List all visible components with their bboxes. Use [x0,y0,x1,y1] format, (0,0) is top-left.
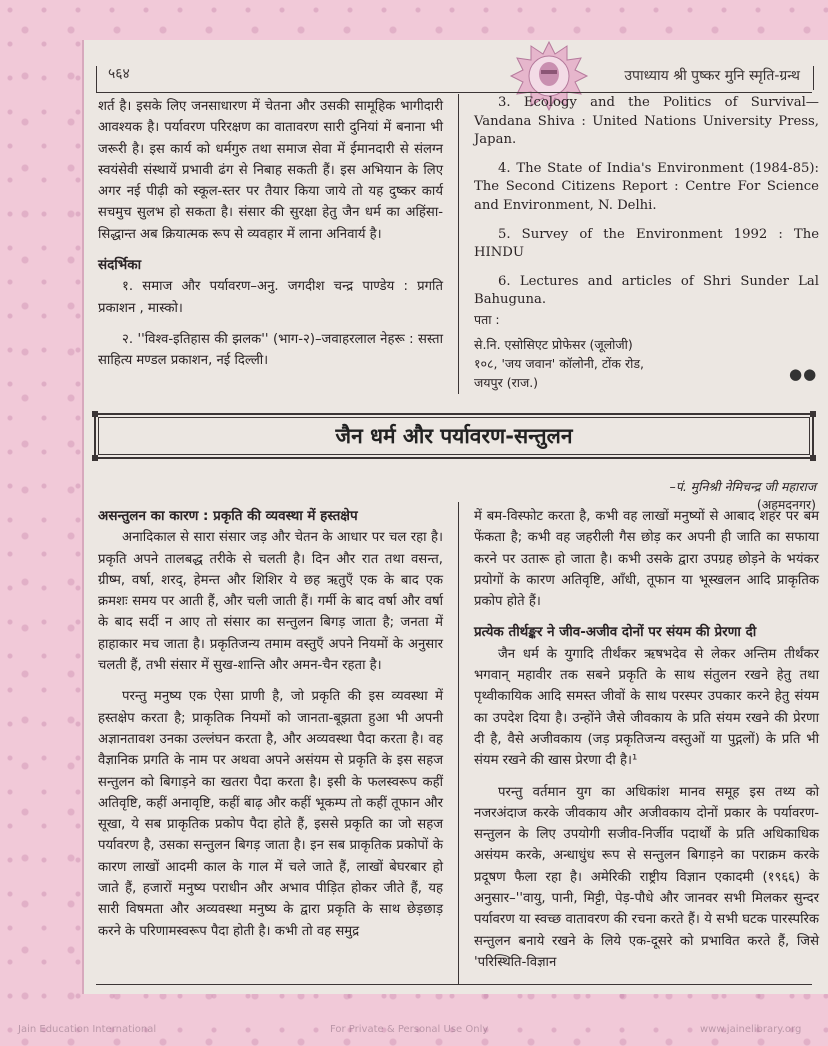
book-page [82,40,828,994]
reference-item: 6. Lectures and articles of Shri Sunder Lal Bahuguna. [474,273,819,308]
footer-rule [96,984,812,985]
header-left-bar [96,66,97,92]
column-divider [458,94,459,394]
address-line: से.नि. एसोसिएट प्रोफेसर (जूलोजी) [474,336,633,352]
reference-item: १. समाज और पर्यावरण–अनु. जगदीश चन्द्र पाण्डेय : प्रगति प्रकाशन , मास्को। [98,279,443,316]
reference-item: 3. Ecology and the Politics of Survival— Vandana Shiva : United Nations University Press, Japan. [474,95,819,148]
page-number: ५६४ [108,66,130,82]
corner-ornament [810,455,816,461]
top-right-column [474,94,819,392]
watermark-left: Jain Education International [18,1024,157,1035]
reference-item: २. ''विश्व-इतिहास की झलक'' (भाग-२)–जवाहरलाल नेहरू : सस्ता साहित्य मण्डल प्रकाशन, नई दिल्ली। [98,331,443,369]
top-left-column [98,96,443,372]
watermark-right: www.jainelibrary.org [700,1024,802,1035]
section-heading: प्रत्येक तीर्थङ्कर ने जीव-अजीव दोनों पर संयम की प्रेरणा दी [474,624,757,641]
watermark-center: For Private & Personal Use Only [330,1024,489,1035]
author-name: –पं. मुनिश्री नेमिचन्द्र जी महाराज [669,479,816,494]
body-paragraph: परन्तु वर्तमान युग का अधिकांश मानव समूह इस तथ्य को नजरअंदाज करके जीवकाय और अजीवकाय दोनों प्रकार के पर्यावरण-सन्तुलन के लिए उपयोगी सजीव-निर्जीव पदार्थों के प्रति अधिकाधिक असंयम करके, अन्धाधुंध रूप से सन्तुलन बिगाड़ने का पराक्रम करके प्रदूषण फैला रहा है। अमेरिकी राष्ट्रीय विज्ञान एकादमी (१९६६) के अनुसार–''वायु, पानी, मिट्टी, पेड़-पौधे और जानवर सभी मिलकर सुन्दर पर्यावरण या स्वच्छ वातावरण की रचना करते हैं। ये सभी घटक पारस्परिक सन्तुलन बनाये रखने के लिये एक-दूसरे को प्रभावित करते हैं, जिसे 'परिस्थिति-विज्ञान [474,784,819,970]
article-right-column [474,506,819,973]
corner-ornament [92,455,98,461]
reference-item: 4. The State of India's Environment (1984-85): The Second Citizens Report : Centre For Science and Environment, N. Delhi. [474,160,819,213]
article-title-box [94,413,814,459]
address-label: पता : [474,311,500,327]
section-heading: असन्तुलन का कारण : प्रकृति की व्यवस्था में हस्तक्षेप [98,508,358,524]
address-line: १०८, 'जय जवान' कॉलोनी, टोंक रोड, [474,355,644,371]
article-left-column [98,506,443,942]
running-title: उपाध्याय श्री पुष्कर मुनि स्मृति-ग्रन्थ [624,68,800,84]
column-divider [458,502,459,984]
body-paragraph: जैन धर्म के युगादि तीर्थंकर ऋषभदेव से लेकर अन्तिम तीर्थंकर भगवान् महावीर तक सबने प्रकृति के साथ संतुलन रखने हेतु तथा पृथ्वीकायिक आदि समस्त जीवों के साथ परस्पर उपकार करने हेतु संयम का उपदेश दिया है। उन्होंने जैसे जीवकाय के प्रति संयम रखने की प्रेरणा दी है, वैसे अजीवकाय (जड़ प्रकृतिजन्य वस्तुओं या पुद्गलों) के प्रति भी संयम रखने की खास प्रेरणा दी है।¹ [474,646,819,769]
header-right-bar [813,66,814,90]
body-paragraph: परन्तु मनुष्य एक ऐसा प्राणी है, जो प्रकृति की इस व्यवस्था में हस्तक्षेप करता है; प्राकृतिक नियमों को जानता-बूझता हुआ भी अपनी अज्ञानतावश उनका उल्लंघन करता है, और अव्यवस्था पैदा करता है। वह वैज्ञानिक प्रगति के नाम पर अथवा अपने असंयम से प्रकृति के इस सहज सन्तुलन को बिगाड़ने का खतरा पैदा करता है। इसी के फलस्वरूप कहीं अतिवृष्टि, कहीं अनावृष्टि, कहीं बाढ़ और कहीं भूकम्प तो कहीं तूफान और सूखा, ये सब प्राकृतिक प्रकोप पैदा होते हैं, इससे प्रकृति का जो सहज पर्यावरण है, उसका सन्तुलन बिगड़ जाता है। इन सब प्राकृतिक प्रकोपों के कारण लाखों आदमी काल के गाल में चले जाते हैं, लाखों बेघरबार हो जाते हैं, हजारों मनुष्य पराधीन और अभाव पीड़ित होकर जीते हैं, यह सारी विषमता और अव्यवस्था मनुष्य के द्वारा प्रकृति के साथ छेड़छाड़ करने के परिणामस्वरूप पैदा होती है। कभी तो वह समुद्र [98,689,443,939]
address-line: जयपुर (राज.) [474,374,539,390]
corner-ornament [810,411,816,417]
end-mark: ●● [789,365,818,383]
reference-item: 5. Survey of the Environment 1992 : The HINDU [474,226,819,261]
page-header [96,62,812,93]
article-title: जैन धर्म और पर्यावरण-सन्तुलन [335,424,573,448]
corner-ornament [92,411,98,417]
author-place: (अहमदनगर) [756,497,816,512]
closing-paragraph: शर्त है। इसके लिए जनसाधारण में चेतना और उसकी सामूहिक भागीदारी आवश्यक है। पर्यावरण परिरक्षण का वातावरण सारी दुनियां में बनाना भी जरूरी है। इस कार्य को धर्मगुरु तथा समाज सेवा में ईमानदारी से संलग्न स्वयंसेवी संस्थायें प्रभावी ढंग से निबाह सकती हैं। इस अभियान के लिए अगर नई पीढ़ी को स्कूल-स्तर पर तैयार किया जाये तो यह दुष्कर कार्य सचमुच सुलभ हो सकता है। संसार की सुरक्षा हेतु जैन धर्म का अहिंसा-सिद्धान्त अब क्रियात्मक रूप से व्यवहार में लाना अनिवार्य है। [98,99,443,242]
references-heading: संदर्भिका [98,257,142,274]
body-paragraph: अनादिकाल से सारा संसार जड़ और चेतन के आधार पर चल रहा है। प्रकृति अपने तालबद्ध तरीके से चलती है। दिन और रात तथा वसन्त, ग्रीष्म, वर्षा, शरद्, हेमन्त और शिशिर ये छह ऋतुएँ एक के बाद एक क्रमशः समय पर आती हैं, और चली जाती हैं। गर्मी के बाद वर्षा और वर्षा के बाद सर्दी न आए तो संसार का सन्तुलन बिगड़ जाता है; जनता में हाहाकार मच जाता है। प्रकृतिजन्य तमाम वस्तुएँ अपने नियमों के अनुसार चलती हैं, तभी संसार में सुख-शान्ति और अमन-चैन रहता है। [98,530,443,674]
body-paragraph: में बम-विस्फोट करता है, कभी वह लाखों मनुष्यों से आबाद शहर पर बम फेंकता है; कभी वह जहरीली गैस छोड़ कर अपनी ही जाति का सफाया करने पर उतारू हो जाता है। कभी उसके द्वारा उपग्रह छोड़ने के भयंकर प्रयोगों के कारण अतिवृष्टि, आँधी, तूफान या भूस्खलन आदि प्राकृतिक प्रकोप होते हैं। [474,509,819,610]
